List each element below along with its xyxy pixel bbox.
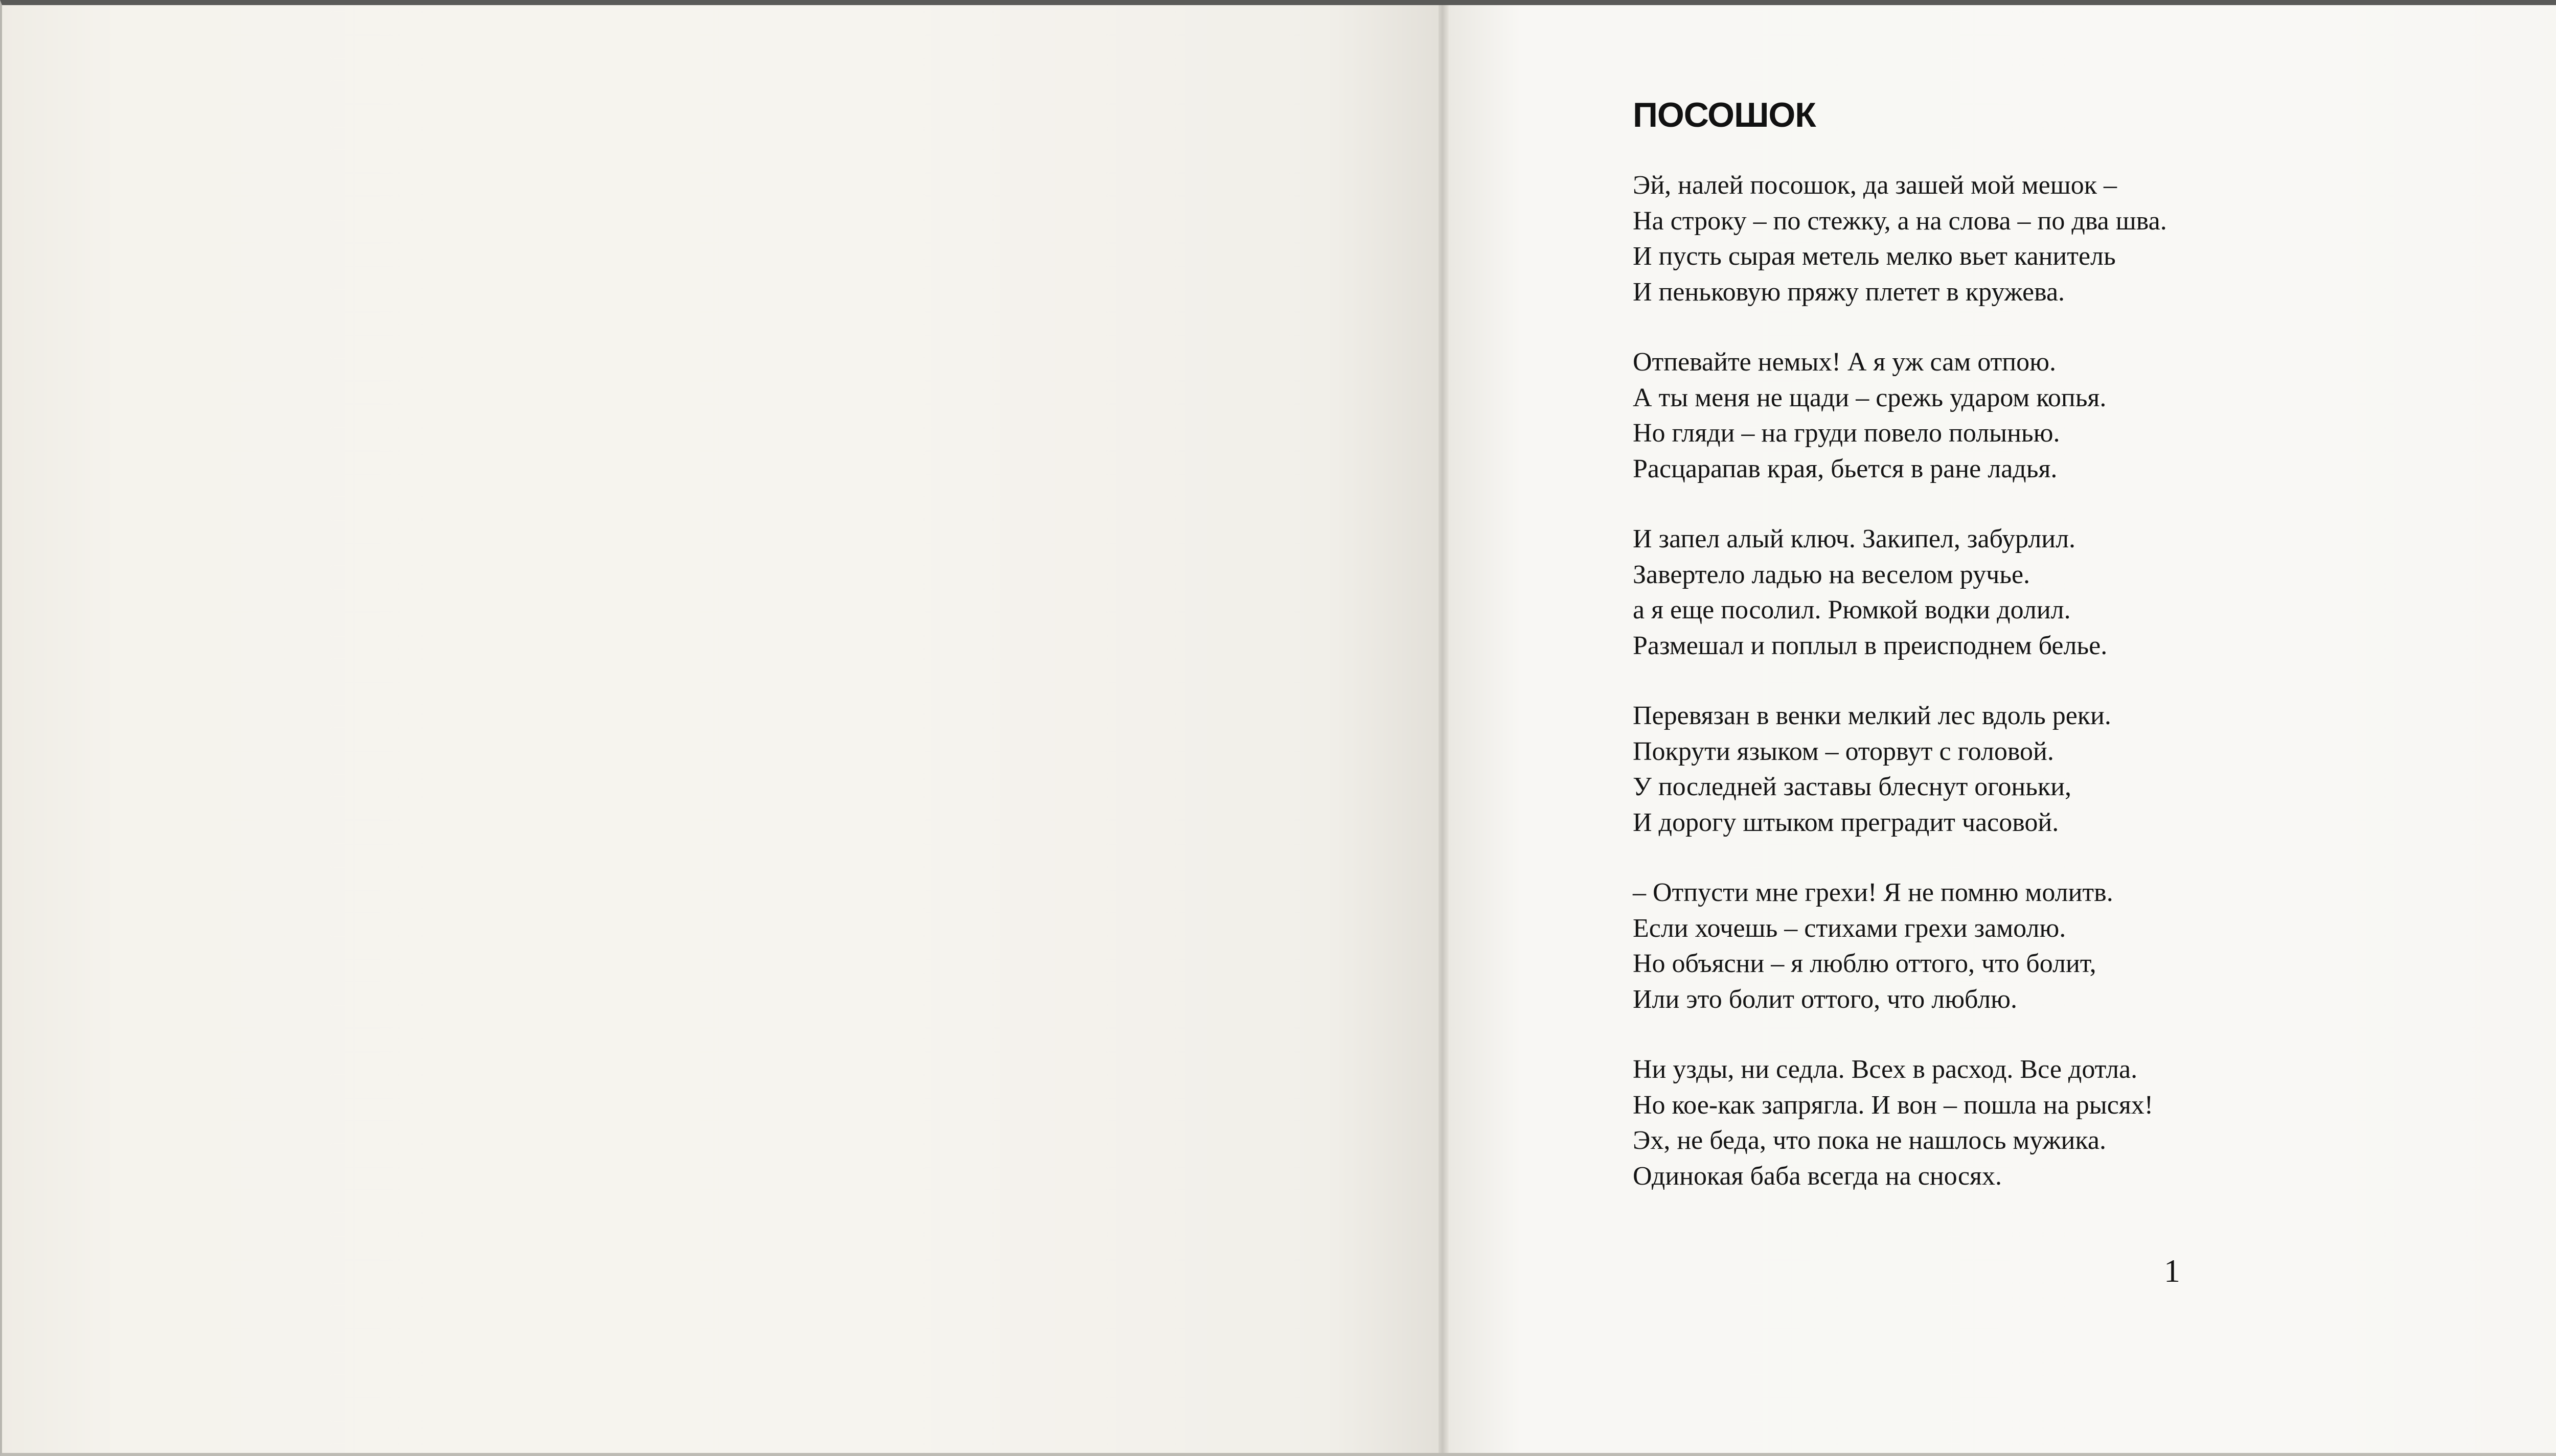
poem-title: ПОСОШОК bbox=[1633, 96, 1816, 134]
verse-line: Завертело ладью на веселом ручье. bbox=[1633, 560, 2030, 589]
verse-line: Если хочешь – стихами грехи замолю. bbox=[1633, 913, 2066, 943]
stanza-2 bbox=[1633, 344, 2348, 487]
verse-line: – Отпусти мне грехи! Я не помню молитв. bbox=[1633, 878, 2113, 907]
verse-line: Перевязан в венки мелкий лес вдоль реки. bbox=[1633, 701, 2111, 730]
verse-line: Эх, не беда, что пока не нашлось мужика. bbox=[1633, 1126, 2106, 1155]
blank-left-page bbox=[2, 5, 1443, 1453]
verse-line: И пеньковую пряжу плетет в кружева. bbox=[1633, 277, 2065, 307]
verse-line: Одинокая баба всегда на сносях. bbox=[1633, 1161, 2002, 1191]
verse-line: На строку – по стежку, а на слова – по два шва. bbox=[1633, 206, 2167, 236]
verse-line: Но объясни – я люблю оттого, что болит, bbox=[1633, 949, 2096, 978]
verse-line: Но кое-как запрягла. И вон – пошла на рысях! bbox=[1633, 1090, 2154, 1120]
verse-line: Эй, налей посошок, да зашей мой мешок – bbox=[1633, 171, 2117, 200]
verse-line: А ты меня не щади – срежь ударом копья. bbox=[1633, 383, 2107, 412]
verse-line: Ни узды, ни седла. Всех в расход. Все дотла. bbox=[1633, 1055, 2138, 1084]
stanza-1 bbox=[1633, 168, 2348, 310]
verse-line: а я еще посолил. Рюмкой водки долил. bbox=[1633, 595, 2071, 625]
stanza-5 bbox=[1633, 875, 2348, 1017]
poem bbox=[1633, 92, 2348, 1229]
book-gutter bbox=[1439, 5, 1449, 1453]
verse-line: И дорогу штыком преградит часовой. bbox=[1633, 807, 2059, 837]
stanza-6 bbox=[1633, 1052, 2348, 1194]
verse-line: Но гляди – на груди повело полынью. bbox=[1633, 419, 2060, 448]
stanza-4 bbox=[1633, 698, 2348, 840]
verse-line: И запел алый ключ. Закипел, забурлил. bbox=[1633, 524, 2076, 553]
page-number: 1 bbox=[2164, 1253, 2180, 1289]
verse-line: Отпевайте немых! А я уж сам отпою. bbox=[1633, 348, 2056, 377]
verse-line: И пусть сырая метель мелко вьет канитель bbox=[1633, 242, 2116, 271]
stanza-3 bbox=[1633, 521, 2348, 663]
verse-line: Или это болит оттого, что люблю. bbox=[1633, 984, 2018, 1014]
verse-line: У последней заставы блеснут огоньки, bbox=[1633, 772, 2071, 801]
verse-line: Покрути языком – оторвут с головой. bbox=[1633, 736, 2054, 766]
verse-line: Размешал и поплыл в преисподнем белье. bbox=[1633, 631, 2108, 660]
verse-line: Расцарапав края, бьется в ране ладья. bbox=[1633, 454, 2058, 483]
